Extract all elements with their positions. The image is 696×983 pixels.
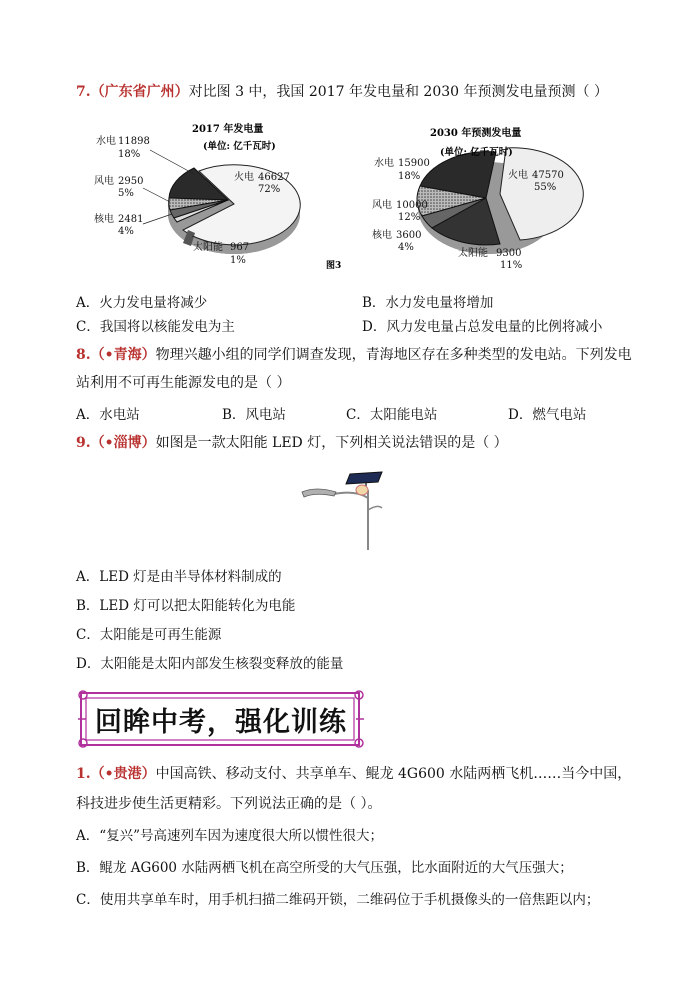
q8-stem-line-1 xyxy=(76,345,632,365)
pie-2017-title: 2017 年发电量 xyxy=(192,124,264,135)
section-banner xyxy=(78,688,364,750)
q1-option-c[interactable]: C．使用共享单车时，用手机扫描二维码开锁，二维码位于手机摄像头的一倍焦距以内； xyxy=(76,892,600,908)
label-2017-thermal-pct: 72% xyxy=(258,184,281,195)
label-2017-hydro-name: 水电 xyxy=(96,136,116,147)
q7-stem-line xyxy=(76,82,608,102)
q9-option-d[interactable]: D．太阳能是太阳内部发生核裂变释放的能量 xyxy=(76,656,344,672)
q9-source: （•淄博） xyxy=(90,435,156,451)
label-2017-solar-name: 太阳能 xyxy=(193,242,223,253)
label-2017-wind-name: 风电 xyxy=(94,176,114,187)
banner-title: 回眸中考，强化训练 xyxy=(95,706,347,738)
q7-option-a[interactable]: A．火力发电量将减少 xyxy=(76,295,208,311)
q8-stem-line-2: 站利用不可再生能源发电的是（ ） xyxy=(76,375,291,391)
label-2030-thermal-pct: 55% xyxy=(534,182,557,193)
q7-option-b[interactable]: B．水力发电量将增加 xyxy=(362,295,494,311)
label-2017-wind-value: 2950 xyxy=(118,176,144,187)
label-2030-nuclear-name: 核电 xyxy=(372,230,392,241)
q8-option-c[interactable]: C．太阳能电站 xyxy=(346,407,438,423)
q8-stem-1: 物理兴趣小组的同学们调查发现，青海地区存在多种类型的发电站。下列发电 xyxy=(155,347,632,363)
q8-option-b[interactable]: B．风电站 xyxy=(222,407,286,423)
solar-panel-icon xyxy=(346,472,382,484)
label-2030-solar-name: 太阳能 xyxy=(458,248,488,259)
q1-number: 1. xyxy=(76,766,91,782)
q7-stem: 对比图 3 中，我国 2017 年发电量和 2030 年预测发电量预测（ ） xyxy=(188,84,608,100)
label-2017-thermal-value: 46627 xyxy=(258,172,290,183)
label-2017-thermal-name: 火电 xyxy=(234,172,254,183)
label-2017-nuclear-name: 核电 xyxy=(94,214,114,225)
figure-3-pie-charts xyxy=(88,112,620,274)
q7-option-c[interactable]: C．我国将以核能发电为主 xyxy=(76,319,235,335)
label-2017-nuclear-value: 2481 xyxy=(118,214,144,225)
q7-number: 7. xyxy=(76,84,91,100)
label-2030-hydro-name: 水电 xyxy=(374,158,394,169)
q1-stem-1: 中国高铁、移动支付、共享单车、鲲龙 4G600 水陆两栖飞机……当今中国， xyxy=(155,766,632,782)
q1-stem-line-1 xyxy=(76,764,631,784)
q8-source: （•青海） xyxy=(90,347,156,363)
label-2017-wind-pct: 5% xyxy=(118,188,134,199)
label-2030-hydro-value: 15900 xyxy=(398,158,430,169)
label-2030-solar-value: 9300 xyxy=(496,248,522,259)
label-2030-hydro-pct: 18% xyxy=(398,171,421,182)
solar-led-lamp-illustration xyxy=(296,470,396,552)
q9-number: 9. xyxy=(76,435,91,451)
label-2030-solar-pct: 11% xyxy=(500,260,523,271)
q1-option-b[interactable]: B．鲲龙 AG600 水陆两栖飞机在高空所受的大气压强，比水面附近的大气压强大； xyxy=(76,860,573,876)
q8-option-d[interactable]: D．燃气电站 xyxy=(508,407,587,423)
pie-2030-title: 2030 年预测发电量 xyxy=(430,128,522,139)
label-2017-solar-pct: 1% xyxy=(230,255,246,266)
label-2017-solar-value: 967 xyxy=(230,242,250,253)
pie-2030-unit: (单位: 亿千瓦时) xyxy=(440,147,513,158)
label-2030-wind-pct: 12% xyxy=(398,212,421,223)
pie-2017-unit: (单位: 亿千瓦时) xyxy=(203,141,276,152)
label-2030-wind-value: 10000 xyxy=(396,200,428,211)
q9-option-c[interactable]: C．太阳能是可再生能源 xyxy=(76,627,222,643)
q9-stem: 如图是一款太阳能 LED 灯，下列相关说法错误的是（ ） xyxy=(155,435,508,451)
label-2030-nuclear-value: 3600 xyxy=(396,230,422,241)
q1-option-a[interactable]: A．“复兴”号高速列车因为速度很大所以惯性很大； xyxy=(76,828,384,844)
label-2030-thermal-name: 火电 xyxy=(508,170,528,181)
q7-option-d[interactable]: D．风力发电量占总发电量的比例将减小 xyxy=(362,319,603,335)
label-2030-nuclear-pct: 4% xyxy=(398,242,414,253)
figure-caption: 图3 xyxy=(326,261,342,271)
label-2017-hydro-value: 11898 xyxy=(118,136,150,147)
q9-option-b[interactable]: B．LED 灯可以把太阳能转化为电能 xyxy=(76,598,296,614)
q8-number: 8. xyxy=(76,347,91,363)
q7-source: （广东省广州） xyxy=(90,84,189,100)
q1-source: （•贵港） xyxy=(90,766,156,782)
lamp-head-icon xyxy=(302,489,336,497)
label-2030-wind-name: 风电 xyxy=(372,200,392,211)
q8-option-a[interactable]: A．水电站 xyxy=(76,407,140,423)
label-2030-thermal-value: 47570 xyxy=(532,170,564,181)
q1-stem-line-2: 科技进步使生活更精彩。下列说法正确的是（ ）。 xyxy=(76,796,382,812)
label-2017-nuclear-pct: 4% xyxy=(118,226,134,237)
label-2017-hydro-pct: 18% xyxy=(118,149,141,160)
pie-2030 xyxy=(417,148,583,254)
q9-option-a[interactable]: A．LED 灯是由半导体材料制成的 xyxy=(76,569,282,585)
q9-stem-line xyxy=(76,433,508,453)
